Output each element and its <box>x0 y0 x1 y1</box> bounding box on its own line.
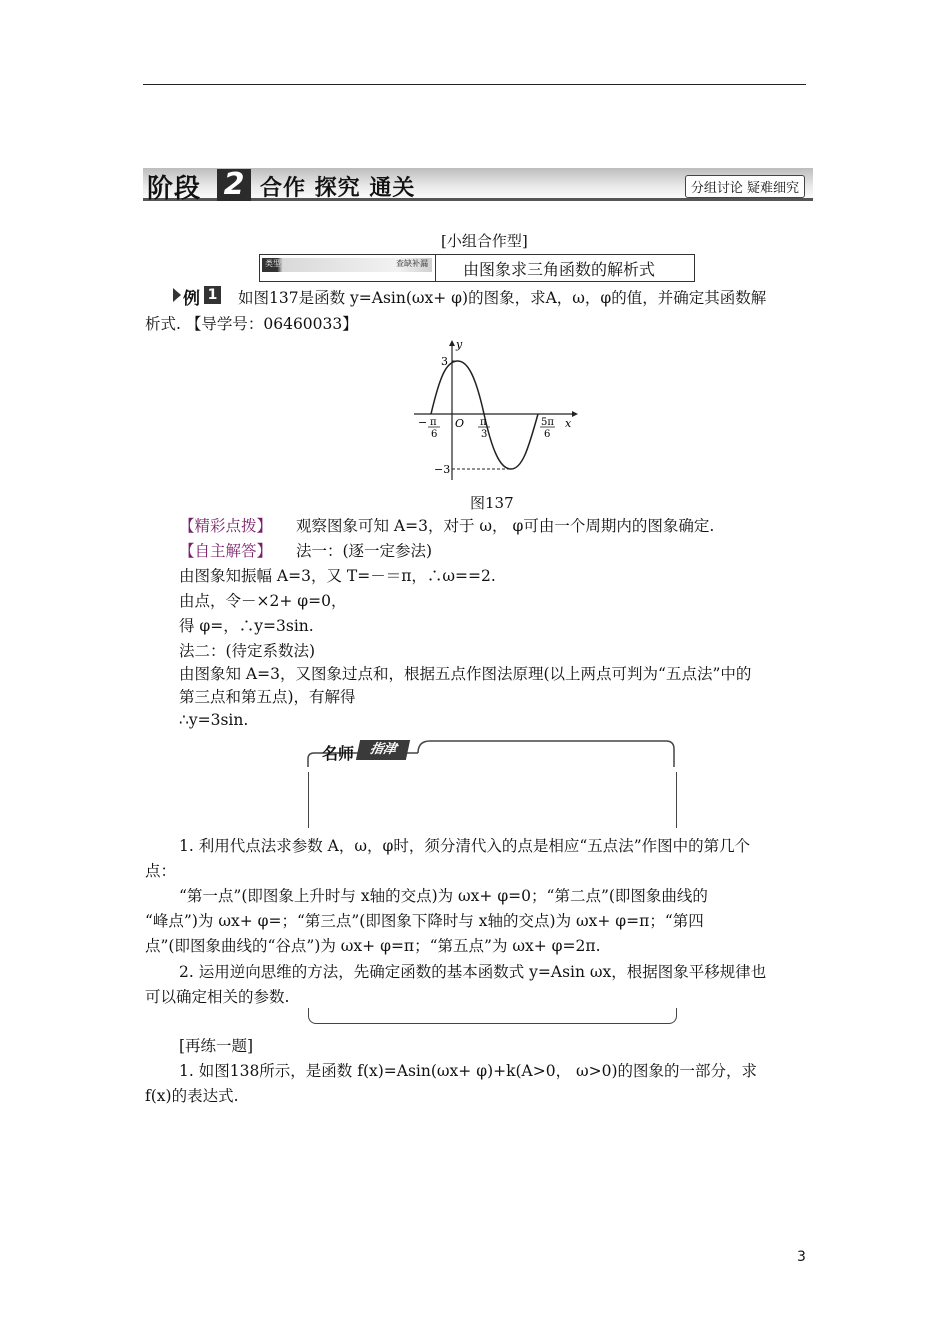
note-p2-line2: “峰点”)为 ωx+ φ=；“第三点”(即图象下降时与 x轴的交点)为 ωx+ φ=π；“第四 <box>145 912 704 930</box>
note-box-sides <box>308 772 677 828</box>
type-label: 类型 <box>265 259 281 268</box>
practice-label: [再练一题] <box>179 1037 254 1055</box>
type-box-label-bar <box>262 258 432 272</box>
y-max-label: 3 <box>441 355 448 368</box>
solution-line-7: 由图象知 A=3，又图象过点和，根据五点作图法原理(以上两点可判为“五点法”中的 <box>179 665 752 683</box>
note-p3-line1: 2. 运用逆向思维的方法，先确定函数的基本函数式 y=Asin ωx，根据图象平移规律也 <box>179 963 767 981</box>
practice-line-2: f(x)的表达式. <box>145 1087 239 1105</box>
x-tick-num: π <box>480 417 487 428</box>
solution-line-8: 第三点和第五点)，有解得 <box>179 688 356 706</box>
stage-word: 阶段 <box>147 174 202 204</box>
x-label: x <box>565 417 572 430</box>
self-text: 法一：(逐一定参法) <box>296 542 433 560</box>
note-box-bottom-frame <box>308 1008 677 1024</box>
top-rule <box>143 84 806 85</box>
note-p1-line2: 点： <box>145 862 177 880</box>
y-label: y <box>456 338 463 351</box>
y-min-label: −3 <box>434 463 451 476</box>
x-tick-den: 6 <box>544 429 551 440</box>
x-tick-sign: − <box>418 416 428 429</box>
note-p2-line1: “第一点”(即图象上升时与 x轴的交点)为 ωx+ φ=0；“第二点”(即图象曲线的 <box>179 887 708 905</box>
x-tick-den: 6 <box>431 429 438 440</box>
stage-number: 2 <box>217 169 251 201</box>
triangle-arrow-icon <box>173 288 181 302</box>
note-badge-box: 指津 <box>356 740 410 760</box>
note-badge-text: 名师 <box>322 744 355 763</box>
self-label: 【自主解答】 <box>179 542 273 560</box>
type-box-title: 由图象求三角函数的解析式 <box>463 260 656 279</box>
solution-line-9: ∴y=3sin. <box>179 711 249 729</box>
note-p2-line3: 点”(即图象曲线的“谷点”)为 ωx+ φ=π；“第五点”为 ωx+ φ=2π. <box>145 937 601 955</box>
banner-tag: 分组讨论 疑难细究 <box>685 175 805 198</box>
tip-label: 【精彩点拨】 <box>179 517 273 535</box>
figure-caption: 图137 <box>470 494 514 512</box>
x-tick-num: π <box>430 417 437 428</box>
example-number: 1 <box>204 286 221 304</box>
banner-title: 合作 探究 通关 <box>260 176 416 201</box>
x-tick-num: 5π <box>541 417 554 428</box>
x-tick-5pi-6 <box>540 417 555 440</box>
tip-text: 观察图象可知 A=3，对于 ω， φ可由一个周期内的图象确定. <box>296 517 715 535</box>
x-tick-den: 3 <box>481 429 488 440</box>
example-line-1: 如图137是函数 y=Asin(ωx+ φ)的图象，求A，ω，φ的值，并确定其函数解 <box>238 289 767 307</box>
y-axis-arrow-icon <box>449 340 455 346</box>
solution-line-3: 由图象知振幅 A=3，又 T=－＝π，∴ω==2. <box>179 567 496 585</box>
solution-line-6: 法二：(待定系数法) <box>179 642 316 660</box>
type-box-divider <box>435 255 436 281</box>
stage-banner <box>143 167 813 204</box>
type-box <box>259 254 695 282</box>
solution-line-4: 由点，令－×2+ φ=0， <box>179 592 347 610</box>
note-p1-line1: 1. 利用代点法求参数 A，ω，φ时，须分清代入的点是相应“五点法”作图中的第几个 <box>179 837 751 855</box>
x-tick-neg-pi-6 <box>418 416 440 440</box>
section-label: [小组合作型] <box>441 232 528 250</box>
practice-line-1: 1. 如图138所示，是函数 f(x)=Asin(ωx+ φ)+k(A>0， ω>0)的图象的一部分，求 <box>179 1062 758 1080</box>
sine-graph <box>410 336 580 486</box>
note-p3-line2: 可以确定相关的参数. <box>145 988 290 1006</box>
example-line-2: 析式. 【导学号：06460033】 <box>145 315 358 333</box>
solution-line-5: 得 φ=，∴y=3sin. <box>179 617 314 635</box>
x-axis-arrow-icon <box>572 411 578 417</box>
example-word: 例 <box>183 289 200 309</box>
sine-curve <box>431 361 538 469</box>
page-number: 3 <box>797 1249 806 1265</box>
type-sub-label: 查缺补漏 <box>396 259 428 268</box>
origin-label: O <box>455 417 465 430</box>
